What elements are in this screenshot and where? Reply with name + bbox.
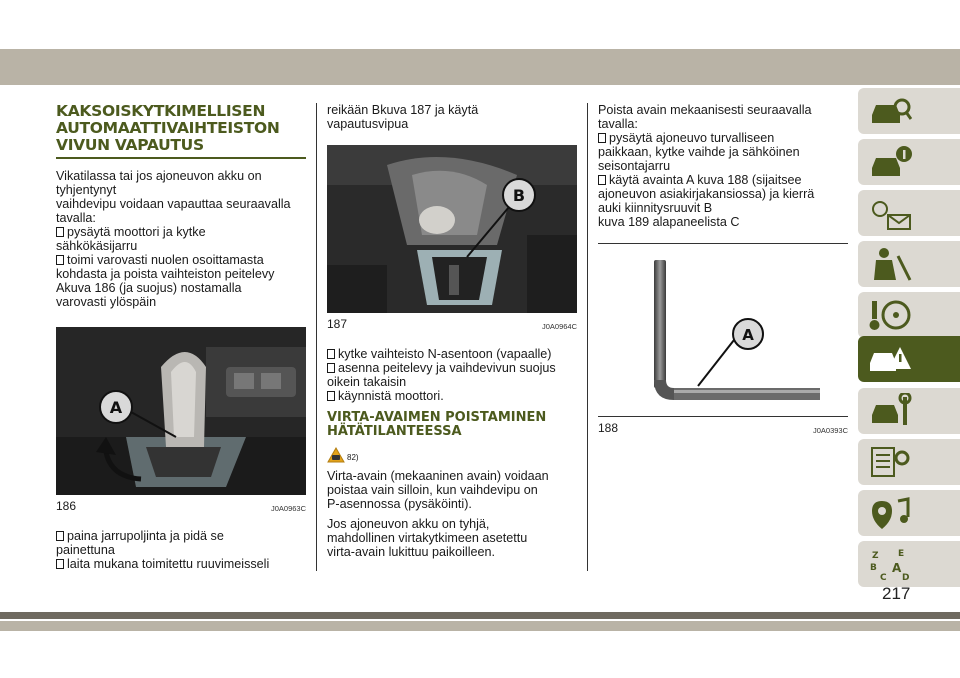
svg-text:E: E [898,549,905,559]
text-line: virta-avain lukittuu paikoilleen. [327,545,496,559]
figure-187 [327,145,577,331]
text-line: Akuva 186 (ja suojus) nostamalla [56,281,242,295]
figure-caption [56,499,306,513]
bullet-item [56,557,306,571]
text-line: ajoneuvon asiakirjakansiossa) ja kierrä [598,187,815,201]
seat-belt-person-icon [868,246,912,282]
text-line: tavalla: [598,117,638,131]
warning-ref-number: 82) [347,453,359,462]
figure-number: 188 [598,421,619,435]
checkbox-bullet-icon [56,255,64,265]
text-line: laita mukana toimitettu ruuvimeisseli [67,557,270,571]
heading-line: VIRTA-AVAIMEN POISTAMINEN [327,410,547,425]
text-line: vapautusvipua [327,117,409,131]
text-line: mahdollinen virtakytkimeen asetettu [327,531,528,545]
checkbox-bullet-icon [598,133,606,143]
text-line: vaihdevipu voidaan vapauttaa seuraavalla [56,197,291,211]
figure-caption [327,317,577,331]
warning-reference [327,447,577,463]
paragraph [327,469,577,511]
continued-paragraph [327,103,577,131]
column-2 [327,103,577,559]
bottom-band-dark [0,612,960,619]
top-band [0,49,960,85]
heading-rule [56,157,306,159]
text-line: poistaa vain silloin, kun vaihdevipu on [327,483,538,497]
subsection-heading [327,411,577,439]
bullet-item [598,131,848,173]
svg-text:A: A [892,561,902,575]
car-crash-warning-icon [868,341,912,377]
text-line: kuva 189 alapaneelista C [598,215,740,229]
heading-line: HÄTÄTILANTEESSA [327,424,462,439]
tab-emergency[interactable] [858,336,960,382]
text-line: paina jarrupoljinta ja pidä se [67,529,224,543]
text-line: varovasti ylöspäin [56,295,157,309]
text-line: reikään Bkuva 187 ja käytä [327,103,479,117]
car-warning-icon [327,447,345,463]
bullet-item [327,347,577,361]
checkbox-bullet-icon [56,227,64,237]
intro-paragraph [598,103,848,131]
column-1 [56,103,306,571]
list-gear-icon [868,444,912,480]
tab-index[interactable] [858,541,960,587]
tab-safety[interactable] [858,241,960,287]
tab-technical-data[interactable] [858,439,960,485]
heading-line: VIVUN VAPAUTUS [56,136,204,154]
text-line: oikein takaisin [327,375,407,389]
tab-multimedia[interactable] [858,490,960,536]
section-heading [56,103,306,154]
svg-text:B: B [870,563,877,573]
text-line: käytä avainta A kuva 188 (sijaitsee [609,173,802,187]
callout-label: A [742,326,754,344]
text-line: kohdasta ja poista vaihteiston peitelevy [56,267,275,281]
text-line: Jos ajoneuvon akku on tyhjä, [327,517,490,531]
heading-line: KAKSOISKYTKIMELLISEN [56,102,266,120]
page-number: 217 [882,584,911,603]
tab-car-search[interactable] [858,88,960,134]
checkbox-bullet-icon [327,391,335,401]
bullet-item [327,389,577,403]
figure-number: 186 [56,499,77,513]
text-line: seisontajarru [598,159,671,173]
figure-code: J0A0393C [812,426,848,435]
gear-cover-photo [327,145,577,313]
checkbox-bullet-icon [56,531,64,541]
bullet-item [327,361,577,389]
figure-code: J0A0964C [541,322,577,331]
svg-text:C: C [880,573,887,582]
text-line: Virta-avain (mekaaninen avain) voidaan [327,469,549,483]
checkbox-bullet-icon [598,175,606,185]
text-line: pysäytä moottori ja kytke [67,225,206,239]
text-line: kytke vaihteisto N-asentoon (vapaalle) [338,347,552,361]
car-info-icon [868,144,912,180]
text-line: tavalla: [56,211,96,225]
paragraph [327,517,577,559]
checkbox-bullet-icon [327,363,335,373]
column-divider [316,103,317,571]
bullet-item [56,529,306,557]
bullet-item [598,173,848,229]
alphabet-index-icon [868,546,912,582]
text-line: P-asennossa (pysäköinti). [327,497,472,511]
heading-line: AUTOMAATTIVAIHTEISTON [56,119,280,137]
callout-label: B [512,186,526,205]
svg-text:Z: Z [872,551,879,561]
bottom-band [0,621,960,631]
text-line: auki kiinnitysruuvit B [598,201,713,215]
figure-186 [56,327,306,513]
steering-wheel-key-icon [868,297,912,333]
text-line: Poista avain mekaanisesti seuraavalla [598,103,812,117]
gear-lever-photo [56,327,306,495]
checkbox-bullet-icon [56,559,64,569]
tab-servicing[interactable] [858,388,960,434]
text-line: paikkaan, kytke vaihde ja sähköinen [598,145,800,159]
column-3 [598,103,848,435]
figure-caption [598,416,848,435]
text-line: Vikatilassa tai jos ajoneuvon akku on tyhjentynyt [56,169,262,197]
tab-starting-driving[interactable] [858,292,960,338]
bullet-item [56,253,306,309]
tab-warning-lights[interactable] [858,190,960,236]
figure-code: J0A0963C [270,504,306,513]
allen-key-drawing [598,250,848,412]
car-search-icon [868,93,912,129]
callout-label: A [109,398,123,417]
text-line: pysäytä ajoneuvo turvalliseen [609,131,775,145]
text-line: käynnistä moottori. [338,389,444,403]
text-line: asenna peitelevy ja vaihdevivun suojus [338,361,556,375]
bullet-item [56,225,306,253]
column-divider [587,103,588,571]
figure-number: 187 [327,317,348,331]
figure-188 [598,243,848,435]
text-line: toimi varovasti nuolen osoittamasta [67,253,264,267]
tab-car-info[interactable] [858,139,960,185]
text-line: sähkökäsijarru [56,239,138,253]
car-wrench-icon [868,393,912,429]
intro-paragraph [56,169,306,225]
music-nav-icon [868,495,912,531]
svg-text:D: D [902,573,910,582]
checkbox-bullet-icon [327,349,335,359]
warning-light-mail-icon [868,195,912,231]
text-line: painettuna [56,543,115,557]
